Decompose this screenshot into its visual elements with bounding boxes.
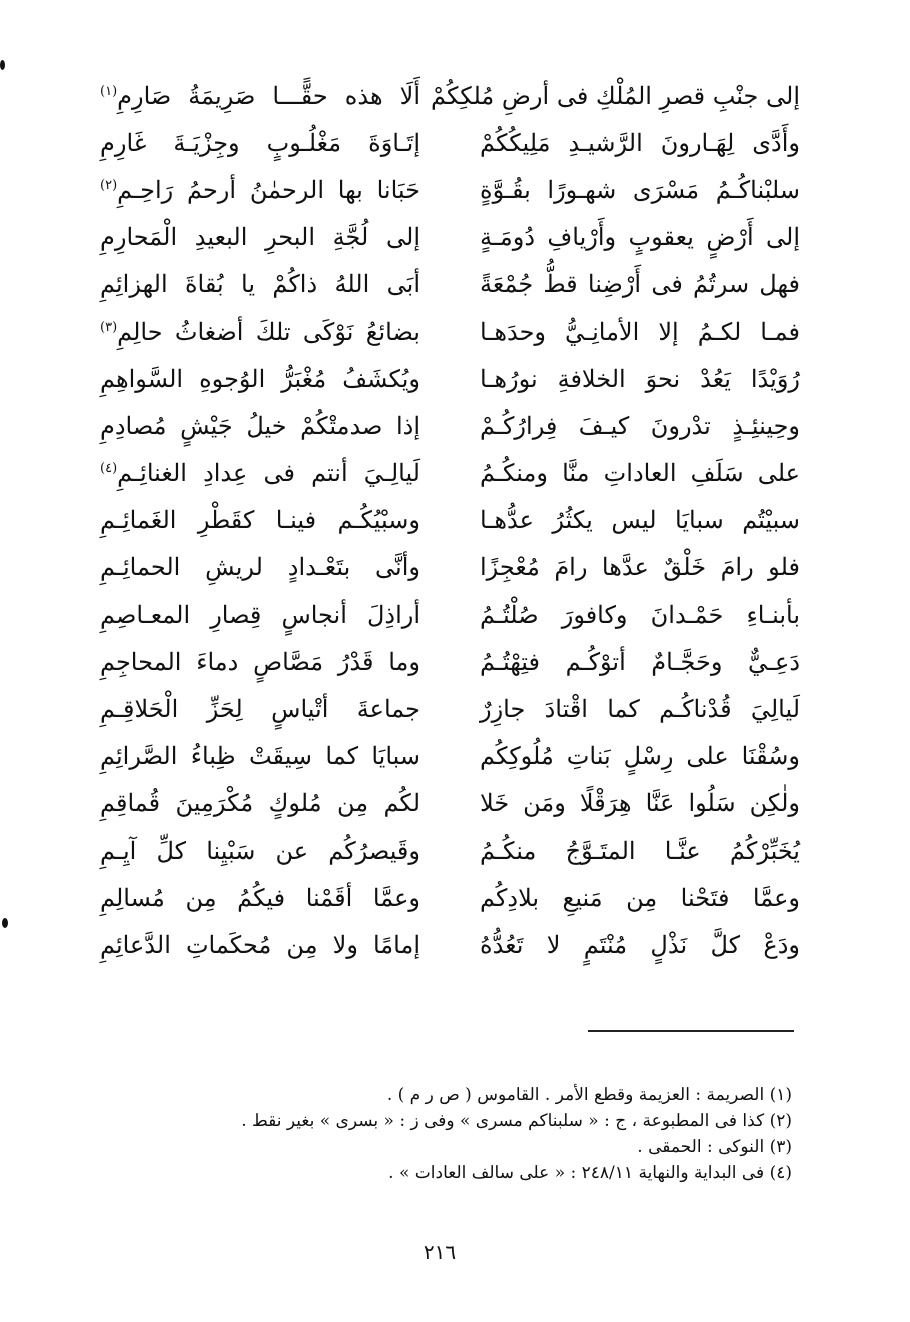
footnote-divider: [588, 1030, 794, 1032]
verse-first-hemistich: [480, 883, 800, 912]
verse-first-hemistich: [480, 600, 800, 629]
verse-second-text: أَلَا هذه حقًّـــا صَرِيمَةُ صَارِمِ: [117, 81, 420, 110]
verse-line: [100, 166, 800, 213]
verse-first-text: إلى أَرْضٍ يعقوبٍ وأَرْيافِ دُومَـةٍ: [480, 223, 800, 252]
verse-second-text: إتَـاوَةَ مَغْلُـوبٍ وجِزْيَـةَ غَارِمِ: [100, 128, 420, 157]
verse-second-hemistich: [100, 317, 420, 346]
verse-first-hemistich: [480, 836, 800, 865]
verse-second-hemistich: [100, 836, 420, 865]
verse-first-text: رُوَيْدًا يَعُدْ نحوَ الخلافةِ نورُهـا: [480, 364, 800, 393]
verse-first-text: وعمَّا فتَحْنا مِن مَنيعِ بلادِكُم: [480, 883, 800, 912]
verse-second-text: أراذِلَ أنجاسٍ قِصارِ المعـاصِمِ: [100, 600, 420, 629]
verse-first-hemistich: [480, 506, 800, 535]
verse-line: [100, 261, 800, 308]
footnote-marker: (٤): [100, 461, 118, 477]
verse-second-hemistich: [100, 270, 420, 299]
verse-line: [100, 591, 800, 638]
verse-first-text: يُخَبِّرْكُمُ عنَّـا المتَـوَّجُ منكُـمُ: [480, 836, 800, 865]
scan-mark: [2, 918, 8, 928]
verse-line: [100, 402, 800, 449]
verse-second-hemistich: [100, 883, 420, 912]
verse-second-text: جماعةَ أتْياسٍ لِحَزِّ الْحَلاقِـمِ: [100, 695, 420, 724]
footnote-2: (٢) كذا فى المطبوعة ، ج : « سلبناكم مسرى » وفى ز : « بسرى » بغير نقط .: [241, 1110, 792, 1131]
verse-second-text: بضائعُ نَوْكَى تلكَ أضغاثُ حالِمِ: [117, 317, 420, 346]
verse-line: [100, 497, 800, 544]
verse-first-text: فلو رامَ خَلْقٌ عدَّها رامَ مُعْجِزًا: [480, 553, 800, 582]
footnote-marker: (٢): [100, 177, 118, 193]
verse-second-text: لكُم مِن مُلوكٍ مُكْرَمِينَ قُماقِمِ: [100, 789, 420, 818]
verse-first-text: ولٰكِن سَلُوا عَنَّا هِرَقْلًا ومَن خَلا: [480, 789, 800, 818]
verse-second-hemistich: [100, 647, 420, 676]
verse-line: [100, 733, 800, 780]
verse-first-hemistich: [480, 695, 800, 724]
verse-first-hemistich: [480, 789, 800, 818]
verse-line: [100, 827, 800, 874]
verse-second-text: أبَى اللهُ ذاكُمْ يا بُقاةَ الهزائِمِ: [100, 270, 420, 299]
verse-second-hemistich: [100, 742, 420, 771]
verse-first-hemistich: [480, 647, 800, 676]
verse-first-text: فمـا لكـمُ إلا الأمانِـيُّ وحدَهـا: [480, 317, 800, 346]
verse-second-text: حَبَانا بها الرحمٰنُ أرحمُ رَاحِـمِ: [117, 175, 420, 204]
verse-line: [100, 685, 800, 732]
verse-line: [100, 355, 800, 402]
footnote-3: (٣) النوكى : الحمقى .: [637, 1136, 792, 1157]
verse-first-text: لَيالِيَ قُدْناكُـم كما اقْتادَ جازِرٌ: [480, 695, 800, 724]
verse-second-hemistich: [100, 695, 420, 724]
verse-second-text: سبايَا كما سِيقَتْ ظِباءُ الصَّرائِمِ: [100, 742, 420, 771]
verse-second-text: إذا صدمتْكُمْ خيلُ جَيْشٍ مُصادِمِ: [100, 411, 420, 440]
footnote-1: (١) الصريمة : العزيمة وقطع الأمر . القاموس ( ص ر م ) .: [386, 1084, 792, 1105]
verse-second-text: لَيالِـيَ أنتم فى عِدادِ الغنائِـمِ: [117, 459, 420, 488]
verse-second-text: وسبْيُكُـم فينـا كقَطْرِ الغَمائِـمِ: [100, 506, 420, 535]
verse-second-text: إلى لُجَّةِ البحرِ البعيدِ الْمَحارِمِ: [100, 223, 420, 252]
footnote-marker: (١): [100, 83, 118, 99]
page-number: ٢١٦: [423, 1240, 457, 1264]
verse-line: [100, 72, 800, 119]
verse-second-hemistich: [100, 506, 420, 535]
verse-first-text: دَعِـيٌّ وحَجَّـامٌ أتوْكُـم فتِهْتُـمُ: [480, 647, 800, 676]
verse-line: [100, 921, 800, 968]
verse-second-text: إمامًا ولا مِن مُحكَماتِ الدَّعائِمِ: [100, 930, 420, 959]
footnote-marker: (٣): [100, 319, 118, 335]
verse-line: [100, 874, 800, 921]
verse-second-hemistich: [100, 175, 420, 204]
verse-second-hemistich: [100, 789, 420, 818]
verse-first-hemistich: [480, 128, 800, 157]
verse-first-hemistich: [480, 175, 800, 204]
verse-second-text: وأنَّى بتَعْـدادٍ لريشِ الحمائِـمِ: [100, 553, 420, 582]
verse-second-text: وقَيصرُكُم عن سَبْيِنا كلِّ آيِـمِ: [100, 836, 420, 865]
verse-first-text: بأبنـاءِ حَمْـدانَ وكافورَ صُلْتُـمُ: [480, 600, 800, 629]
verse-line: [100, 450, 800, 497]
verse-second-hemistich: [100, 81, 420, 110]
footnotes: [200, 1082, 792, 1186]
verse-first-hemistich: [480, 270, 800, 299]
verse-first-hemistich: [480, 411, 800, 440]
verse-first-hemistich: [480, 317, 800, 346]
verse-second-hemistich: [100, 553, 420, 582]
verse-second-hemistich: [100, 459, 420, 488]
verse-second-text: وعمَّا أقَمْنا فيكُمُ مِن مُسالِمِ: [100, 883, 420, 912]
footnote-4: (٤) فى البداية والنهاية ٢٤٨/١١ : « على سالف العادات » .: [388, 1162, 792, 1183]
verse-first-text: ودَعْ كلَّ نَذْلٍ مُنْتَمٍ لا تَعُدُّهُ: [480, 930, 800, 959]
verse-second-hemistich: [100, 223, 420, 252]
verse-first-hemistich: [480, 930, 800, 959]
verse-first-text: فهل سرتُمُ فى أَرْضِنا قطُّ جُمْعَةً: [480, 270, 800, 299]
verse-first-text: وحِينئِـذٍ تدْرونَ كيـفَ فِرارُكُـمْ: [480, 411, 800, 440]
verse-first-hemistich: [480, 553, 800, 582]
verse-second-hemistich: [100, 930, 420, 959]
verse-second-hemistich: [100, 411, 420, 440]
scan-mark: [0, 60, 5, 70]
verse-second-hemistich: [100, 364, 420, 393]
poem: [100, 72, 800, 969]
verse-line: [100, 308, 800, 355]
verse-line: [100, 214, 800, 261]
verse-line: [100, 780, 800, 827]
verse-first-text: سبيْتُم سبايَا ليس يكثُرُ عدُّهـا: [480, 506, 800, 535]
verse-line: [100, 119, 800, 166]
verse-first-hemistich: [431, 81, 800, 110]
verse-line: [100, 638, 800, 685]
verse-first-text: سلبْناكُـمُ مَسْرَى شهـورًا بقُـوَّةٍ: [480, 175, 800, 204]
verse-first-hemistich: [480, 223, 800, 252]
verse-line: [100, 544, 800, 591]
verse-second-text: ويُكشَفُ مُغْبَرُّ الوُجوهِ السَّواهِمِ: [100, 364, 420, 393]
verse-second-text: وما قَدْرُ مَصَّاصٍ دماءَ المحاجِمِ: [100, 647, 420, 676]
verse-second-hemistich: [100, 128, 420, 157]
verse-first-hemistich: [480, 364, 800, 393]
verse-second-hemistich: [100, 600, 420, 629]
verse-first-text: وسُقْنَا على رِسْلٍ بَناتِ مُلُوكِكُم: [480, 742, 800, 771]
verse-first-hemistich: [480, 742, 800, 771]
verse-first-text: على سَلَفِ العاداتِ منَّا ومنكُـمُ: [480, 459, 800, 488]
verse-first-text: وأَدَّى لِهَـارونَ الرَّشيـدِ مَلِيكُكُمْ: [480, 128, 800, 157]
verse-first-hemistich: [480, 459, 800, 488]
verse-first-text: إلى جنْبِ قصرِ المُلْكِ فى أرضِ مُلكِكُمْ: [431, 81, 800, 110]
